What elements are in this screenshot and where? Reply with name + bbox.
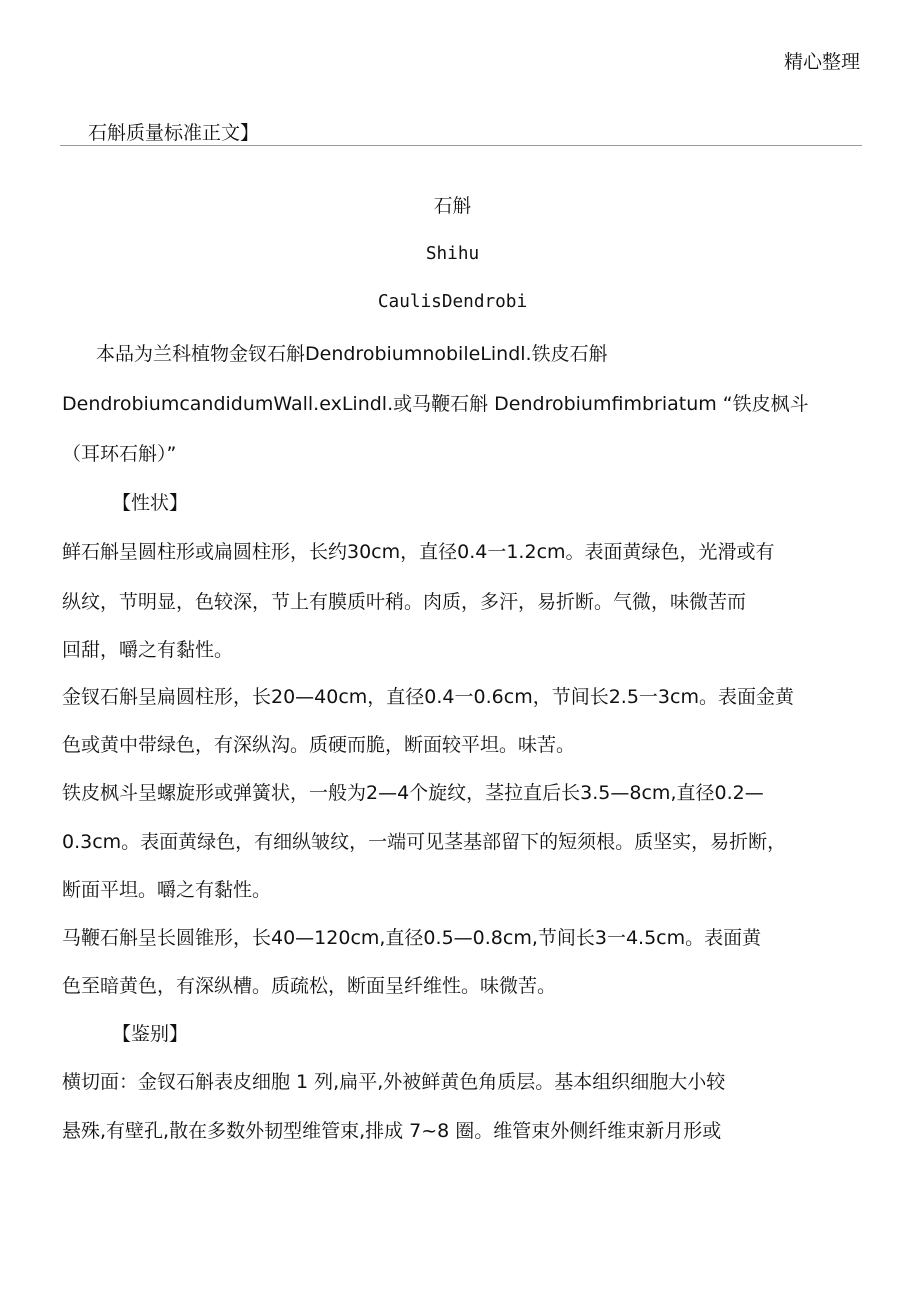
title-latin: CaulisDendrobi [377, 291, 528, 312]
properties-line: 色或黄中带绿色，有深纵沟。质硬而脆，断面较平坦。味苦。 [62, 734, 576, 756]
intro-line: 本品为兰科植物金钗石斛DendrobiumnobileLindl.铁皮石斛 [96, 343, 608, 365]
properties-line: 金钗石斛呈扁圆柱形，长20—40cm，直径0.4一0.6cm，节间长2.5一3cm。表面金黄 [62, 686, 794, 708]
title-chinese: 石斛 [433, 195, 472, 217]
properties-line: 色至暗黄色，有深纵槽。质疏松，断面呈纤维性。味微苦。 [62, 975, 557, 997]
properties-line: 断面平坦。嚼之有黏性。 [62, 879, 272, 901]
identification-line: 悬殊,有壁孔,散在多数外韧型维管束,排成 7~8 圈。维管束外侧纤维束新月形或 [62, 1120, 722, 1142]
page-header-note: 精心整理 [783, 51, 860, 73]
identification-line: 横切面：金钗石斛表皮细胞 1 列,扁平,外被鲜黄色角质层。基本组织细胞大小较 [62, 1071, 726, 1093]
properties-line: 回甜，嚼之有黏性。 [62, 639, 234, 661]
properties-line: 纵纹，节明显，色较深，节上有膜质叶稍。肉质，多汗，易折断。气微，味微苦而 [62, 591, 747, 613]
intro-line: DendrobiumcandidumWall.exLindl.或马鞭石斛 Dendrobiumfimbriatum “铁皮枫斗 [62, 393, 809, 415]
properties-line: 马鞭石斛呈长圆锥形，长40—120cm,直径0.5—0.8cm,节间长3一4.5cm。表面黄 [62, 927, 762, 949]
header-divider [60, 145, 862, 146]
section-heading-identification: 【鉴别】 [112, 1023, 189, 1045]
section-heading-properties: 【性状】 [112, 492, 189, 514]
properties-line: 0.3cm。表面黄绿色，有细纵皱纹，一端可见茎基部留下的短须根。质坚实，易折断， [62, 831, 787, 853]
document-section-title: 石斛质量标准正文】 [88, 122, 260, 144]
properties-line: 铁皮枫斗呈螺旋形或弹簧状，一般为2—4个旋纹，茎拉直后长3.5—8cm,直径0.2— [62, 782, 764, 804]
properties-line: 鲜石斛呈圆柱形或扁圆柱形，长约30cm，直径0.4一1.2cm。表面黄绿色，光滑或有 [62, 541, 775, 563]
title-pinyin: Shihu [425, 243, 480, 264]
intro-line: （耳环石斛）” [62, 443, 177, 465]
